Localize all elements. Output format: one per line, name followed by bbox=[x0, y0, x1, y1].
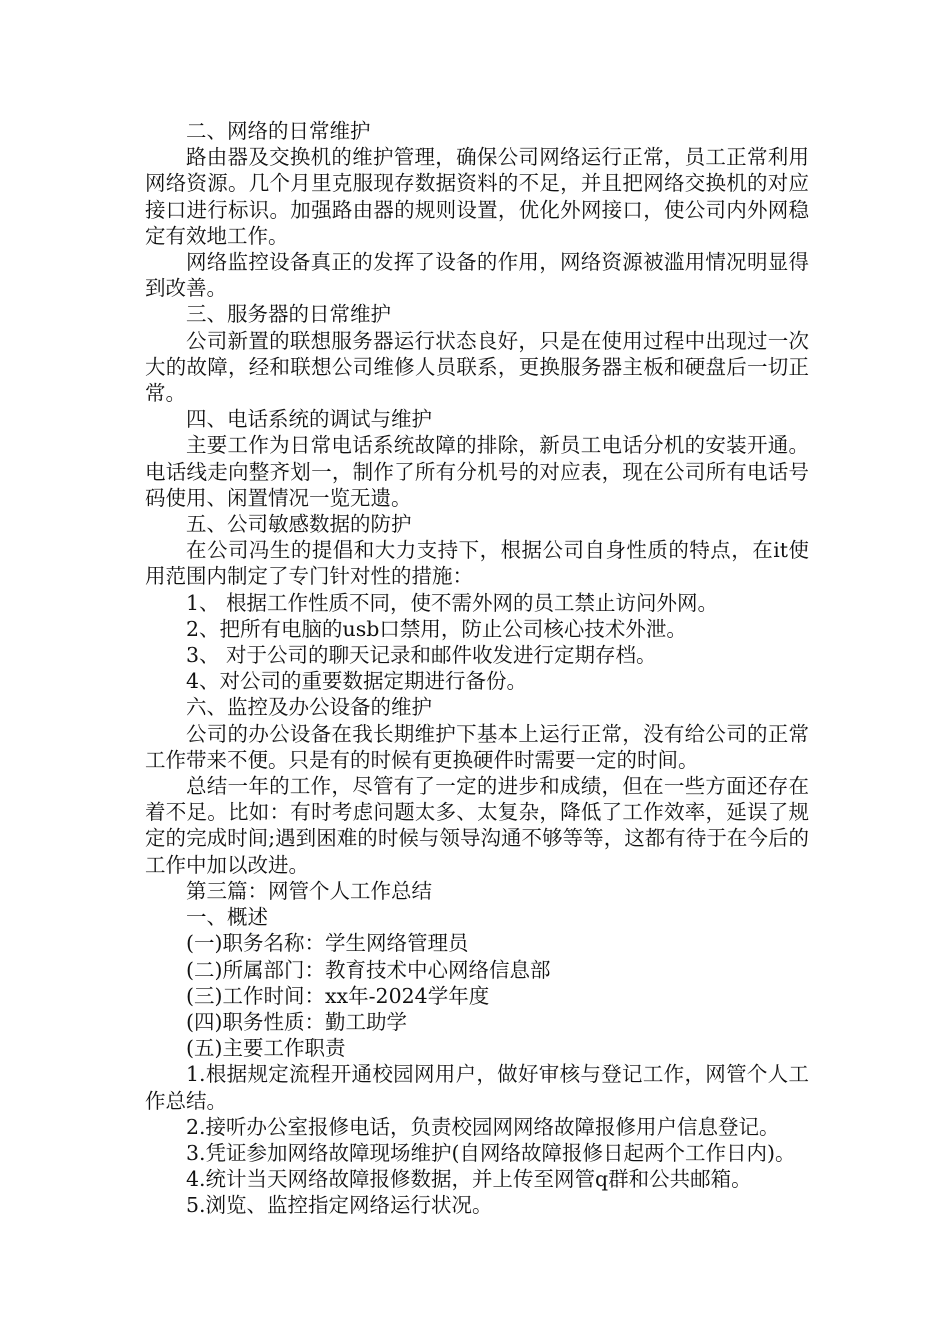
field-line: (四)职务性质：勤工助学 bbox=[186, 1009, 407, 1034]
section-heading: 五、公司敏感数据的防护 bbox=[186, 512, 412, 537]
body-paragraph: 主要工作为日常电话系统故障的排除，新员工电话分机的安装开通。电话线走向整齐划一，制作了所有分机号的对应表，现在公司所有电话号码使用、闲置情况一览无遗。 bbox=[145, 433, 809, 510]
field-line: (三)工作时间：xx年-2024学年度 bbox=[186, 983, 490, 1008]
section-heading: 四、电话系统的调试与维护 bbox=[186, 407, 432, 432]
section-heading: 二、网络的日常维护 bbox=[186, 119, 371, 143]
body-paragraph: 网络监控设备真正的发挥了设备的作用，网络资源被滥用情况明显得到改善。 bbox=[145, 250, 809, 301]
list-item: 1.根据规定流程开通校园网用户，做好审核与登记工作，网管个人工作总结。 bbox=[145, 1062, 809, 1113]
section-heading: 三、服务器的日常维护 bbox=[186, 302, 391, 327]
body-paragraph: 公司的办公设备在我长期维护下基本上运行正常，没有给公司的正常工作带来不便。只是有的时候有更换硬件时需要一定的时间。 bbox=[145, 721, 809, 772]
field-line: (五)主要工作职责 bbox=[186, 1036, 346, 1061]
list-item: 4.统计当天网络故障报修数据，并上传至网管q群和公共邮箱。 bbox=[186, 1167, 752, 1192]
section-heading: 六、监控及办公设备的维护 bbox=[186, 695, 432, 720]
body-paragraph: 路由器及交换机的维护管理，确保公司网络运行正常，员工正常利用网络资源。几个月里克服现存数据资料的不足，并且把网络交换机的对应接口进行标识。加强路由器的规则设置，优化外网接口，使公司内外网稳定有效地工作。 bbox=[145, 145, 809, 248]
chapter-title: 第三篇：网管个人工作总结 bbox=[186, 878, 432, 903]
list-item: 2、把所有电脑的usb口禁用，防止公司核心技术外泄。 bbox=[186, 616, 687, 641]
list-item: 3、 对于公司的聊天记录和邮件收发进行定期存档。 bbox=[186, 643, 657, 668]
list-item: 3.凭证参加网络故障现场维护(自网络故障报修日起两个工作日内)。 bbox=[186, 1140, 796, 1165]
document-body bbox=[145, 118, 809, 1219]
body-paragraph: 公司新置的联想服务器运行状态良好，只是在使用过程中出现过一次大的故障，经和联想公司维修人员联系，更换服务器主板和硬盘后一切正常。 bbox=[145, 328, 809, 406]
body-paragraph: 在公司冯生的提倡和大力支持下，根据公司自身性质的特点，在it使用范围内制定了专门针对性的措施： bbox=[145, 538, 809, 589]
list-item: 2.接听办公室报修电话，负责校园网网络故障报修用户信息登记。 bbox=[186, 1114, 780, 1139]
body-paragraph: 总结一年的工作，尽管有了一定的进步和成绩，但在一些方面还存在着不足。比如：有时考虑问题太多、太复杂，降低了工作效率，延误了规定的完成时间;遇到困难的时候与领导沟通不够等等，这都有待于在今后的工作中加以改进。 bbox=[145, 774, 809, 877]
list-item: 1、 根据工作性质不同，使不需外网的员工禁止访问外网。 bbox=[186, 590, 719, 615]
list-item: 4、对公司的重要数据定期进行备份。 bbox=[186, 669, 528, 694]
field-line: (一)职务名称：学生网络管理员 bbox=[186, 931, 469, 956]
section-heading: 一、概述 bbox=[186, 905, 268, 930]
field-line: (二)所属部门：教育技术中心网络信息部 bbox=[186, 957, 551, 982]
list-item: 5.浏览、监控指定网络运行状况。 bbox=[186, 1193, 493, 1218]
